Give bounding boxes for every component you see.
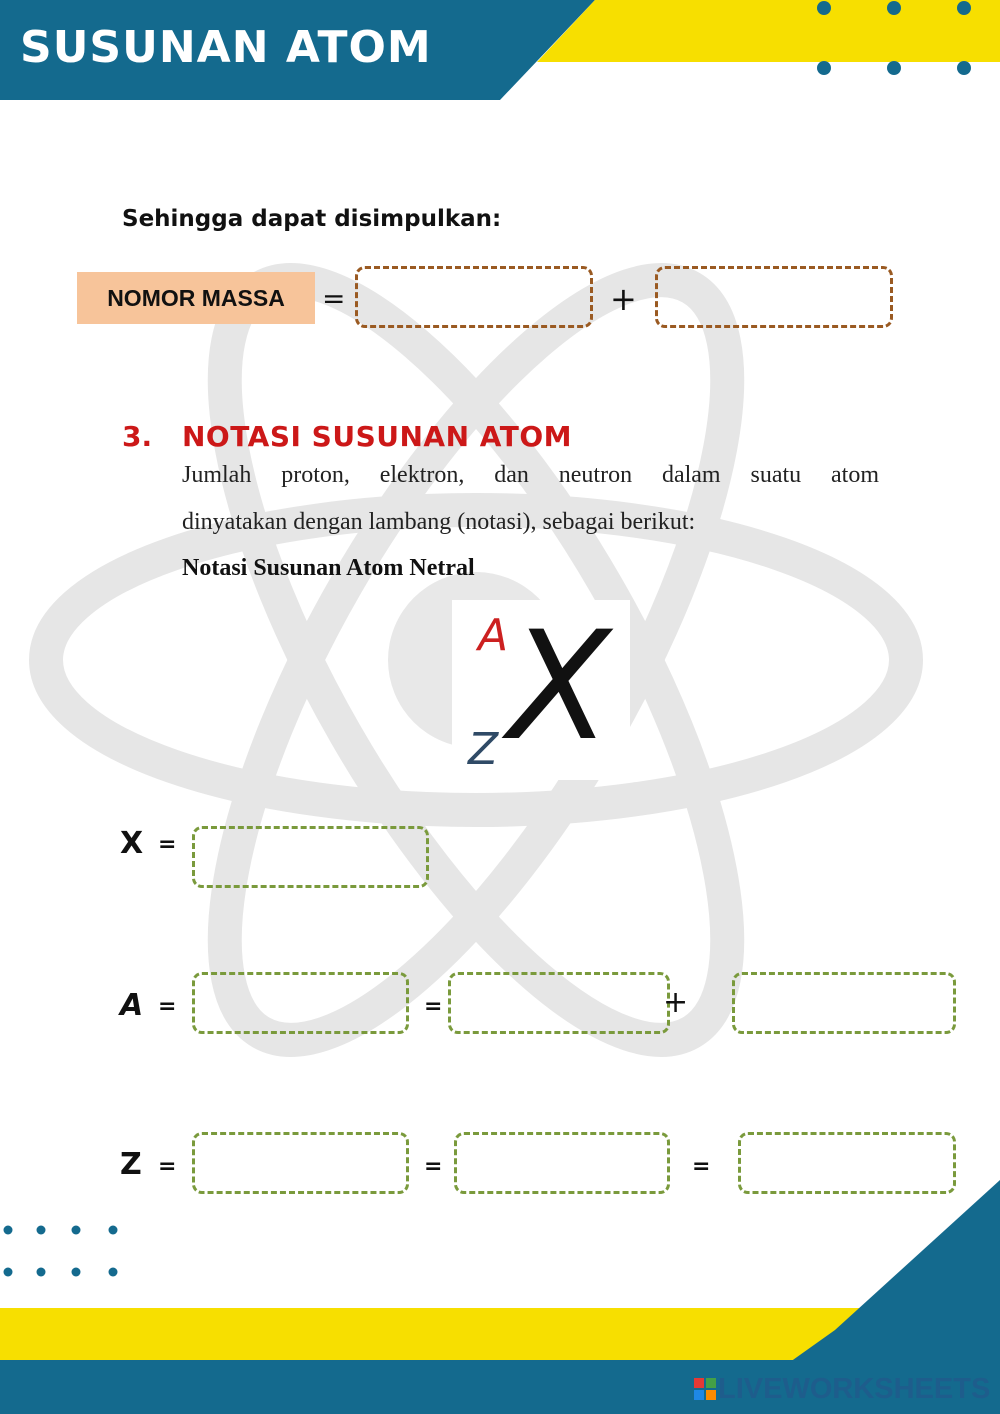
answer-box-a-3[interactable]: [732, 972, 956, 1034]
answer-box-z-1[interactable]: [192, 1132, 409, 1194]
paragraph-line-1: Jumlah proton, elektron, dan neutron dalam suatu atom: [182, 462, 879, 488]
section-title: NOTASI SUSUNAN ATOM: [182, 420, 573, 453]
atomic-number-symbol: Z: [468, 724, 499, 775]
answer-box-nomor-massa-2[interactable]: [655, 266, 893, 328]
mass-number-symbol: A: [478, 610, 509, 661]
answer-box-a-2[interactable]: [448, 972, 670, 1034]
paragraph-line-2: dinyatakan dengan lambang (notasi), sebagai berikut:: [182, 509, 696, 535]
plus-sign: +: [610, 280, 637, 318]
equals-sign: =: [322, 282, 346, 315]
equals-a-2: =: [424, 994, 443, 1019]
equals-x: =: [158, 832, 177, 857]
equals-z-2: =: [424, 1154, 443, 1179]
footer-blue-wedge: [835, 1180, 1000, 1330]
equals-a: =: [158, 994, 177, 1019]
label-a: A: [120, 988, 144, 1023]
answer-box-z-2[interactable]: [454, 1132, 670, 1194]
answer-box-a-1[interactable]: [192, 972, 409, 1034]
plus-sign-a: +: [663, 985, 689, 1020]
answer-box-x[interactable]: [192, 826, 429, 888]
liveworksheets-logo-text: LIVEWORKSHEETS: [718, 1373, 991, 1405]
subheading: Notasi Susunan Atom Netral: [182, 555, 475, 581]
nomor-massa-label: NOMOR MASSA: [77, 272, 315, 324]
header-yellow-accent: [537, 0, 1000, 62]
equals-z: =: [158, 1154, 177, 1179]
answer-box-z-3[interactable]: [738, 1132, 956, 1194]
answer-box-nomor-massa-1[interactable]: [355, 266, 593, 328]
liveworksheets-logo-icon: [694, 1378, 716, 1400]
section-number: 3.: [122, 420, 153, 453]
element-symbol: X: [508, 600, 611, 774]
label-z: Z: [120, 1147, 142, 1182]
label-x: X: [120, 826, 144, 861]
page-title: SUSUNAN ATOM: [20, 22, 432, 73]
equals-z-3: =: [692, 1154, 711, 1179]
conclusion-intro: Sehingga dapat disimpulkan:: [122, 206, 502, 232]
